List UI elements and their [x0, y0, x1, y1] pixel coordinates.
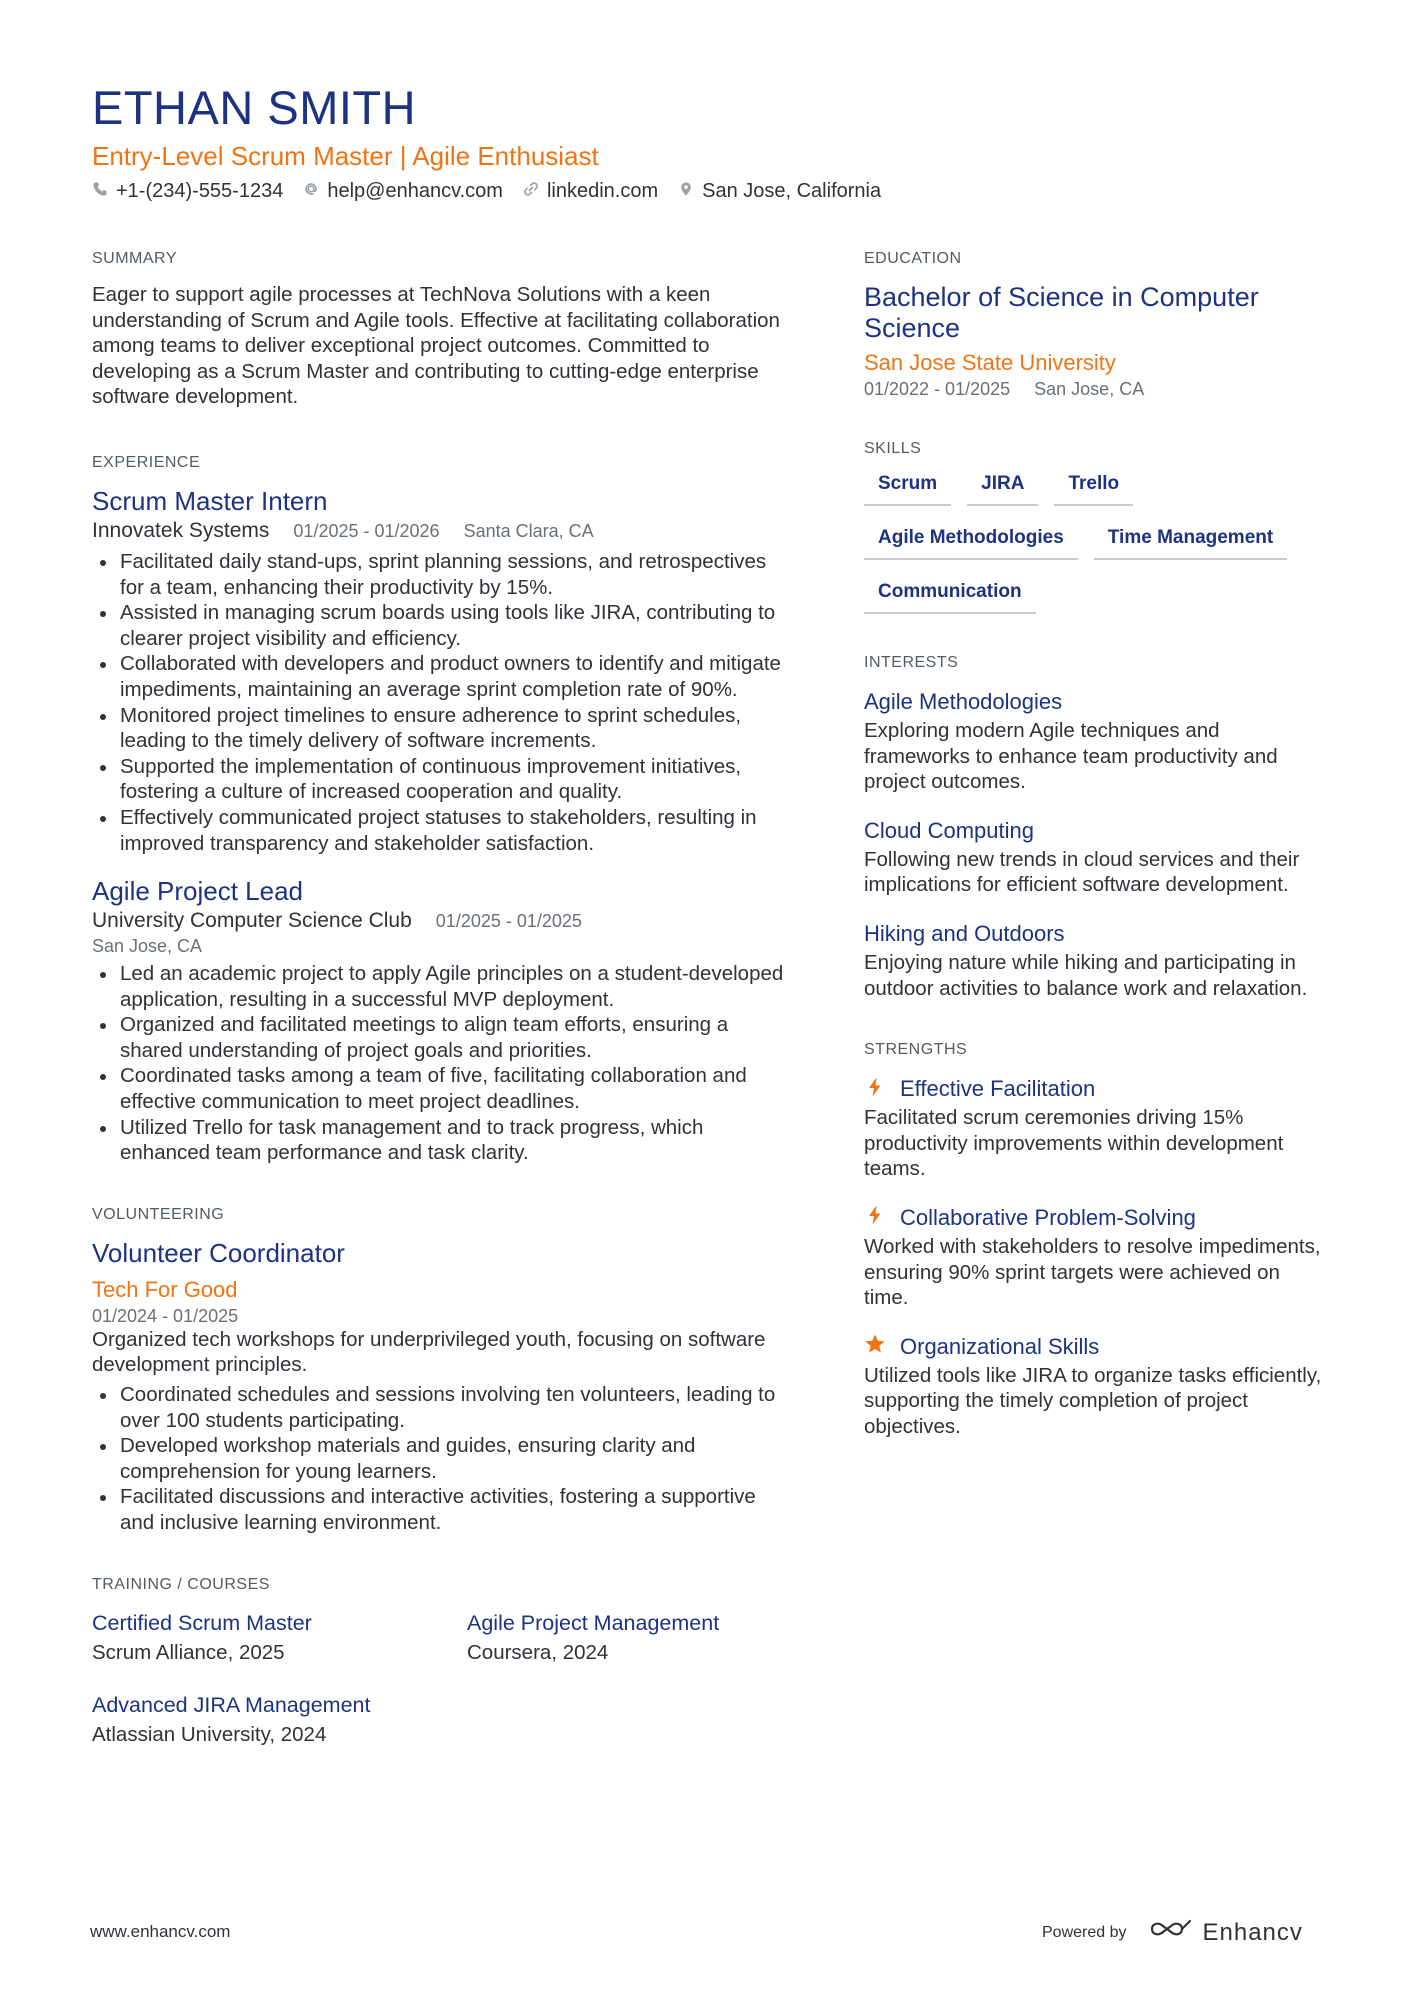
footer-url[interactable]: www.enhancv.com	[90, 1922, 231, 1941]
interest-text: Exploring modern Agile techniques and frameworks to enhance team productivity and project outcomes.	[864, 719, 1278, 794]
interests-section	[864, 654, 1324, 1001]
course-title: Agile Project Management	[467, 1610, 720, 1635]
bullet-item: Developed workshop materials and guides, ensuring clarity and comprehension for young learners.	[92, 1433, 792, 1484]
skill-tag: Scrum	[864, 472, 951, 506]
contact-phone	[92, 180, 283, 203]
candidate-name: ETHAN SMITH	[92, 81, 417, 134]
course-provider: Coursera, 2024	[467, 1640, 609, 1664]
interest-item	[864, 918, 1324, 1001]
lightning-icon	[864, 1076, 886, 1103]
contact-bar	[92, 180, 881, 203]
lightning-icon	[864, 1204, 886, 1231]
job-entry	[92, 486, 792, 856]
education-degree: Bachelor of Science in Computer Science	[864, 282, 1259, 343]
job-entry	[92, 876, 792, 1166]
brand-name: Enhancv	[1202, 1918, 1303, 1946]
interest-title: Hiking and Outdoors	[864, 920, 1065, 946]
summary-text: Eager to support agile processes at TechNova Solutions with a keen understanding of Scrum and Agile tools. Effective at facilitating collaboration among teams to deliver exceptional project outcomes. Committed to developing as a Scrum Master and contributing to cutting-edge enterprise software development.	[92, 283, 780, 409]
contact-location	[678, 180, 881, 203]
volunteer-role: Volunteer Coordinator	[92, 1237, 345, 1268]
volunteering-section	[92, 1206, 792, 1536]
job-dates: 01/2025 - 01/2025	[435, 911, 582, 932]
skill-list	[864, 472, 1324, 614]
education-school: San Jose State University	[864, 350, 1116, 375]
skill-tag: JIRA	[967, 472, 1038, 506]
course-provider: Atlassian University, 2024	[92, 1722, 327, 1746]
phone-text: +1-(234)-555-1234	[116, 180, 284, 202]
strength-head	[864, 1331, 1324, 1363]
job-bullets	[92, 549, 792, 856]
contact-linkedin[interactable]	[523, 180, 658, 203]
interest-title: Cloud Computing	[864, 817, 1034, 843]
brand-logo[interactable]	[1149, 1918, 1303, 1947]
volunteer-dates: 01/2024 - 01/2025	[92, 1305, 239, 1326]
bullet-item: Monitored project timelines to ensure adherence to sprint schedules, leading to the timely delivery of software increments.	[92, 703, 792, 754]
bullet-item: Facilitated daily stand-ups, sprint planning sessions, and retrospectives for a team, enhancing their productivity by 15%.	[92, 549, 792, 600]
education-heading: EDUCATION	[864, 250, 962, 267]
interest-item	[864, 686, 1324, 795]
strength-text: Utilized tools like JIRA to organize tasks efficiently, supporting the timely completion of project objectives.	[864, 1363, 1322, 1438]
powered-by-label: Powered by	[1042, 1923, 1127, 1941]
bullet-item: Led an academic project to apply Agile principles on a student-developed application, resulting in a successful MVP deployment.	[92, 961, 792, 1012]
course-item	[92, 1608, 467, 1668]
course-title: Certified Scrum Master	[92, 1610, 312, 1635]
skill-tag: Communication	[864, 580, 1036, 614]
interest-text: Following new trends in cloud services and their implications for efficient software development.	[864, 847, 1300, 897]
strengths-heading: STRENGTHS	[864, 1041, 968, 1059]
linkedin-text[interactable]: linkedin.com	[546, 180, 659, 202]
experience-section	[92, 454, 792, 1166]
volunteer-org: Tech For Good	[92, 1276, 238, 1302]
strength-title: Effective Facilitation	[900, 1076, 1096, 1102]
training-heading: TRAINING / COURSES	[92, 1575, 270, 1593]
job-location: Santa Clara, CA	[463, 520, 594, 541]
infinity-logo-icon	[1149, 1918, 1193, 1947]
right-column	[864, 250, 1324, 1480]
job-location: San Jose, CA	[92, 936, 203, 957]
strength-text: Worked with stakeholders to resolve impediments, ensuring 90% sprint targets were achieved on time.	[864, 1234, 1321, 1310]
volunteer-bullets	[92, 1382, 792, 1536]
experience-heading: EXPERIENCE	[92, 453, 201, 471]
interest-text: Enjoying nature while hiking and participating in outdoor activities to balance work and relaxation.	[864, 950, 1308, 1000]
interests-heading: INTERESTS	[864, 654, 959, 671]
job-title: Scrum Master Intern	[92, 485, 328, 516]
candidate-headline: Entry-Level Scrum Master | Agile Enthusiast	[92, 141, 599, 171]
link-icon	[523, 180, 539, 203]
bullet-item: Coordinated tasks among a team of five, facilitating collaboration and effective communication to meet project deadlines.	[92, 1063, 792, 1114]
star-icon	[864, 1333, 886, 1360]
bullet-item: Assisted in managing scrum boards using tools like JIRA, contributing to clearer project visibility and efficiency.	[92, 600, 792, 651]
job-company: University Computer Science Club	[92, 909, 412, 933]
education-section	[864, 250, 1324, 400]
contact-email[interactable]	[303, 180, 503, 203]
bullet-item: Utilized Trello for task management and to track progress, which enhanced team performance and task clarity.	[92, 1115, 792, 1166]
powered-by	[1042, 1918, 1303, 1947]
bullet-item: Supported the implementation of continuous improvement initiatives, fostering a culture of increased cooperation and quality.	[92, 754, 792, 805]
skill-tag: Agile Methodologies	[864, 526, 1078, 560]
education-dates: 01/2022 - 01/2025	[864, 379, 1011, 399]
course-item	[467, 1608, 797, 1668]
education-location: San Jose, CA	[1034, 379, 1145, 399]
email-text[interactable]: help@enhancv.com	[327, 180, 503, 202]
skills-section	[864, 440, 1324, 614]
job-meta	[92, 907, 792, 935]
bullet-item: Coordinated schedules and sessions involving ten volunteers, leading to over 100 students participating.	[92, 1382, 792, 1433]
job-title: Agile Project Lead	[92, 876, 304, 907]
job-bullets	[92, 961, 792, 1166]
strength-title: Collaborative Problem-Solving	[900, 1204, 1196, 1230]
strength-item	[864, 1073, 1324, 1182]
strength-title: Organizational Skills	[900, 1333, 1100, 1359]
strength-head	[864, 1073, 1324, 1105]
education-meta	[864, 378, 1324, 400]
course-title: Advanced JIRA Management	[92, 1692, 371, 1717]
course-provider: Scrum Alliance, 2025	[92, 1640, 285, 1664]
strengths-section	[864, 1041, 1324, 1439]
left-column	[92, 250, 792, 1790]
skill-tag: Trello	[1054, 472, 1133, 506]
strength-item	[864, 1202, 1324, 1311]
strength-item	[864, 1331, 1324, 1440]
training-section	[92, 1576, 792, 1750]
strength-head	[864, 1202, 1324, 1234]
bullet-item: Effectively communicated project statuses to stakeholders, resulting in improved transparency and stakeholder satisfaction.	[92, 805, 792, 856]
strength-text: Facilitated scrum ceremonies driving 15% productivity improvements within development teams.	[864, 1106, 1284, 1181]
bullet-item: Facilitated discussions and interactive activities, fostering a supportive and inclusive learning environment.	[92, 1484, 792, 1535]
bullet-item: Organized and facilitated meetings to align team efforts, ensuring a shared understanding of project goals and priorities.	[92, 1012, 792, 1063]
at-icon	[303, 180, 319, 203]
skill-tag: Time Management	[1094, 526, 1287, 560]
job-company: Innovatek Systems	[92, 518, 270, 542]
location-pin-icon	[678, 180, 694, 203]
volunteering-heading: VOLUNTEERING	[92, 1205, 225, 1223]
volunteer-description: Organized tech workshops for underprivileged youth, focusing on software development principles.	[92, 1327, 766, 1377]
summary-heading: SUMMARY	[92, 250, 177, 267]
bullet-item: Collaborated with developers and product owners to identify and mitigate impediments, maintaining an average sprint completion rate of 90%.	[92, 651, 792, 702]
course-item	[92, 1690, 467, 1750]
interest-title: Agile Methodologies	[864, 689, 1063, 714]
skills-heading: SKILLS	[864, 440, 922, 457]
phone-icon	[92, 180, 108, 203]
interest-item	[864, 815, 1324, 898]
summary-section	[92, 250, 792, 410]
job-meta	[92, 517, 792, 545]
job-dates: 01/2025 - 01/2026	[293, 520, 440, 541]
course-list	[92, 1608, 792, 1750]
location-text: San Jose, California	[702, 180, 882, 202]
